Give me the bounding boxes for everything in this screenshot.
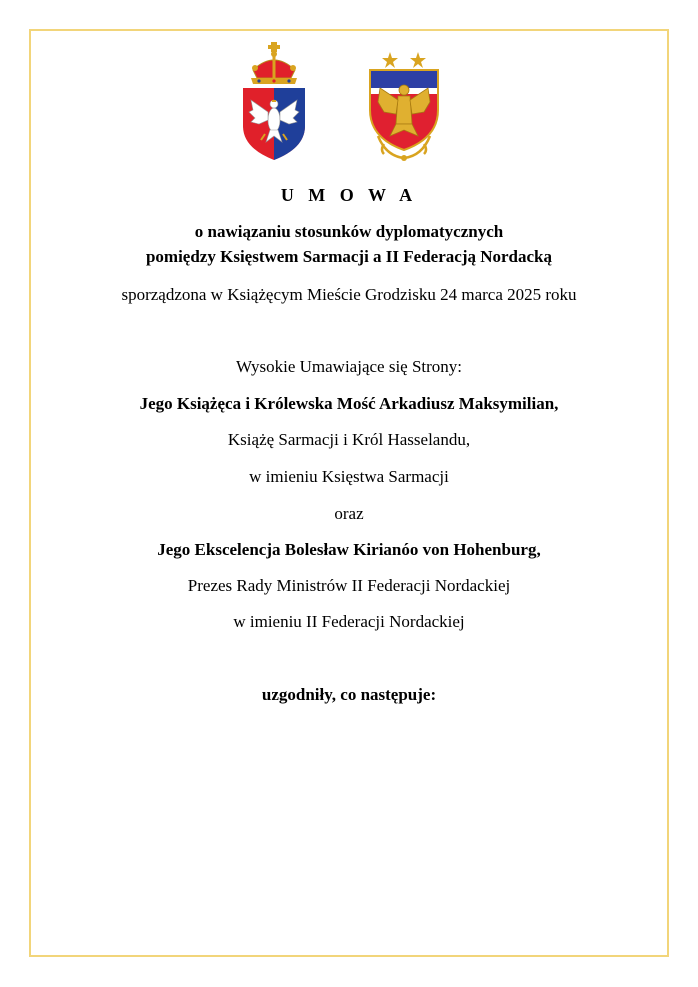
document-subtitle-line1: o nawiązaniu stosunków dyplomatycznych — [194, 222, 504, 241]
star-icon — [382, 52, 398, 68]
parties-intro: Wysokie Umawiające się Strony: — [235, 357, 463, 376]
party1-on-behalf: w imieniu Księstwa Sarmacji — [249, 467, 449, 486]
sarmatia-coat-of-arms-icon — [239, 40, 309, 162]
document-subtitle-line2: pomiędzy Księstwem Sarmacji a II Federacją Nordacką — [145, 247, 553, 266]
star-icon — [410, 52, 426, 68]
page-border-frame — [29, 29, 669, 957]
crown-icon — [251, 42, 297, 84]
party2-title: Prezes Rady Ministrów II Federacji Nordackiej — [187, 576, 511, 595]
party1-title: Książę Sarmacji i Król Hasselandu, — [227, 430, 471, 449]
nordack-coat-of-arms-icon — [366, 40, 442, 165]
conjunction: oraz — [334, 504, 364, 523]
place-and-date: sporządzona w Książęcym Mieście Grodzisku 24 marca 2025 roku — [121, 285, 577, 304]
party2-on-behalf: w imieniu II Federacji Nordackiej — [233, 612, 465, 631]
party2-name: Jego Ekscelencja Bolesław Kirianóo von Hohenburg, — [157, 540, 541, 559]
party1-name: Jego Książęca i Królewska Mość Arkadiusz Maksymilian, — [139, 394, 559, 413]
agreed-statement: uzgodniły, co następuje: — [261, 685, 437, 704]
document-title: U M O W A — [280, 185, 418, 205]
